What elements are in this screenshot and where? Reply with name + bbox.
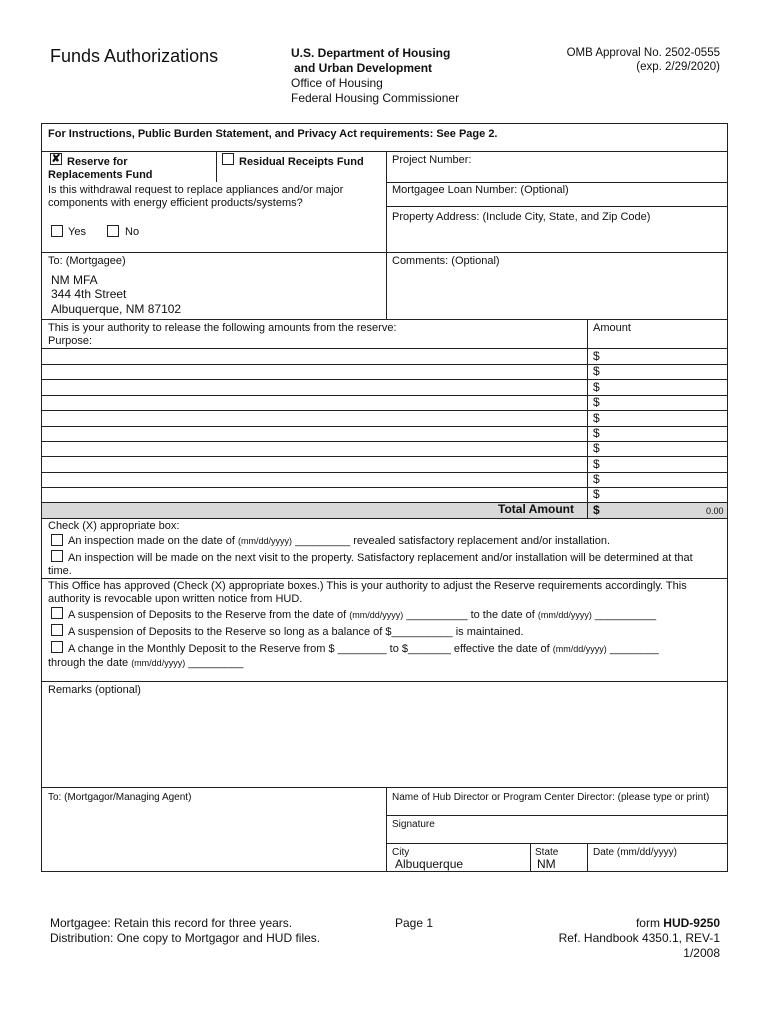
commissioner-name: Federal Housing Commissioner [291,91,460,105]
reserve-replacement-checkbox[interactable]: ✘ [51,153,61,165]
director-name-field[interactable]: Name of Hub Director or Program Center Director: (please type or print) [392,792,710,803]
residual-receipts-checkbox[interactable] [222,153,234,165]
state-label: State [535,847,559,858]
amount-row-1[interactable]: $ [593,349,600,363]
city-value[interactable]: Albuquerque [395,857,464,871]
form-number: form HUD-9250 [635,916,720,930]
total-amount-band [42,502,727,518]
monthly-change-checkbox[interactable] [51,641,63,653]
amount-row-9[interactable]: $ [593,472,600,486]
suspension-balance-text: A suspension of Deposits to the Reserve so long as a balance of $__________ is maintained. [68,626,524,638]
approved-text-2: authority is revocable upon written notice from HUD. [48,593,303,605]
reserve-replacement-label-2: Replacements Fund [48,169,153,181]
suspension-balance-checkbox[interactable] [51,624,63,636]
no-checkbox[interactable] [107,225,119,237]
residual-receipts-label: Residual Receipts Fund [239,156,364,168]
to-mortgagor-field[interactable]: To: (Mortgagor/Managing Agent) [48,792,192,803]
loan-number-field[interactable]: Mortgagee Loan Number: (Optional) [392,184,569,196]
to-mortgagee-label: To: (Mortgagee) [48,255,126,267]
check-box-instruction: Check (X) appropriate box: [48,520,180,532]
inspection-next-text-2: time. [48,565,72,577]
retain-notice: Mortgagee: Retain this record for three years. [50,916,293,930]
withdrawal-question-1: Is this withdrawal request to replace appliances and/or major [48,184,344,196]
amount-header: Amount [593,322,631,334]
yes-label: Yes [68,226,86,238]
remarks-field[interactable]: Remarks (optional) [48,684,141,696]
omb-approval: OMB Approval No. 2502-0555 [566,47,720,59]
instructions-note: For Instructions, Public Burden Statement, and Privacy Act requirements: See Page 2. [48,128,498,140]
amount-row-10[interactable]: $ [593,487,600,501]
property-address-field[interactable]: Property Address: (Include City, State, and Zip Code) [392,211,651,223]
amount-row-3[interactable]: $ [593,380,600,394]
mortgagee-city[interactable]: Albuquerque, NM 87102 [51,302,182,316]
inspection-made-text: An inspection made on the date of (mm/dd/yyyy) _________ revealed satisfactory replacement and/or installation. [68,535,610,547]
omb-expiration: (exp. 2/29/2020) [636,61,720,73]
inspection-made-checkbox[interactable] [51,534,63,546]
total-currency: $ [593,503,600,517]
distribution-notice: Distribution: One copy to Mortgagor and HUD files. [50,931,321,945]
suspension-date-checkbox[interactable] [51,607,63,619]
comments-field[interactable]: Comments: (Optional) [392,255,500,267]
page-number: Page 1 [395,916,434,930]
total-amount-label: Total Amount [498,502,574,516]
suspension-date-text: A suspension of Deposits to the Reserve from the date of (mm/dd/yyyy) __________ to the date of (mm/dd/yyyy) __________ [68,609,657,621]
amount-row-6[interactable]: $ [593,426,600,440]
signature-field[interactable]: Signature [392,819,435,830]
dept-name-line2: and Urban Development [294,61,433,75]
inspection-next-checkbox[interactable] [51,550,63,562]
purpose-label: Purpose: [48,335,93,347]
amount-row-4[interactable]: $ [593,395,600,409]
amount-row-2[interactable]: $ [593,364,600,378]
dept-name-line1: U.S. Department of Housing [291,46,451,60]
reserve-replacement-label-1: Reserve for [67,156,128,168]
city-label: City [392,847,410,858]
yes-checkbox[interactable] [51,225,63,237]
no-label: No [125,226,140,238]
page-title: Funds Authorizations [50,46,219,66]
through-date-text: through the date (mm/dd/yyyy) _________ [48,657,244,669]
date-field[interactable]: Date (mm/dd/yyyy) [593,847,677,858]
handbook-reference: Ref. Handbook 4350.1, REV-1 [558,931,720,945]
withdrawal-question-2: components with energy efficient products/systems? [48,197,303,209]
mortgagee-street[interactable]: 344 4th Street [51,287,127,301]
amount-row-5[interactable]: $ [593,411,600,425]
authority-text: This is your authority to release the following amounts from the reserve: [48,322,397,334]
amount-row-7[interactable]: $ [593,441,600,455]
form-frame [41,123,728,872]
approved-text-1: This Office has approved (Check (X) appropriate boxes.) This is your authority to adjust the Reserve requirements accordingly. This [48,580,687,592]
form-date: 1/2008 [683,946,720,960]
inspection-next-text-1: An inspection will be made on the next visit to the property. Satisfactory replacement and/or installation will be determined at that [68,552,693,564]
amount-row-8[interactable]: $ [593,457,600,471]
office-name: Office of Housing [291,76,383,90]
monthly-change-text: A change in the Monthly Deposit to the Reserve from $ ________ to $_______ effective the date of (mm/dd/yyyy) ________ [68,643,659,655]
mortgagee-name[interactable]: NM MFA [51,273,98,287]
project-number-field[interactable]: Project Number: [392,154,472,166]
state-value[interactable]: NM [537,857,556,871]
total-amount-value: 0.00 [706,506,724,516]
